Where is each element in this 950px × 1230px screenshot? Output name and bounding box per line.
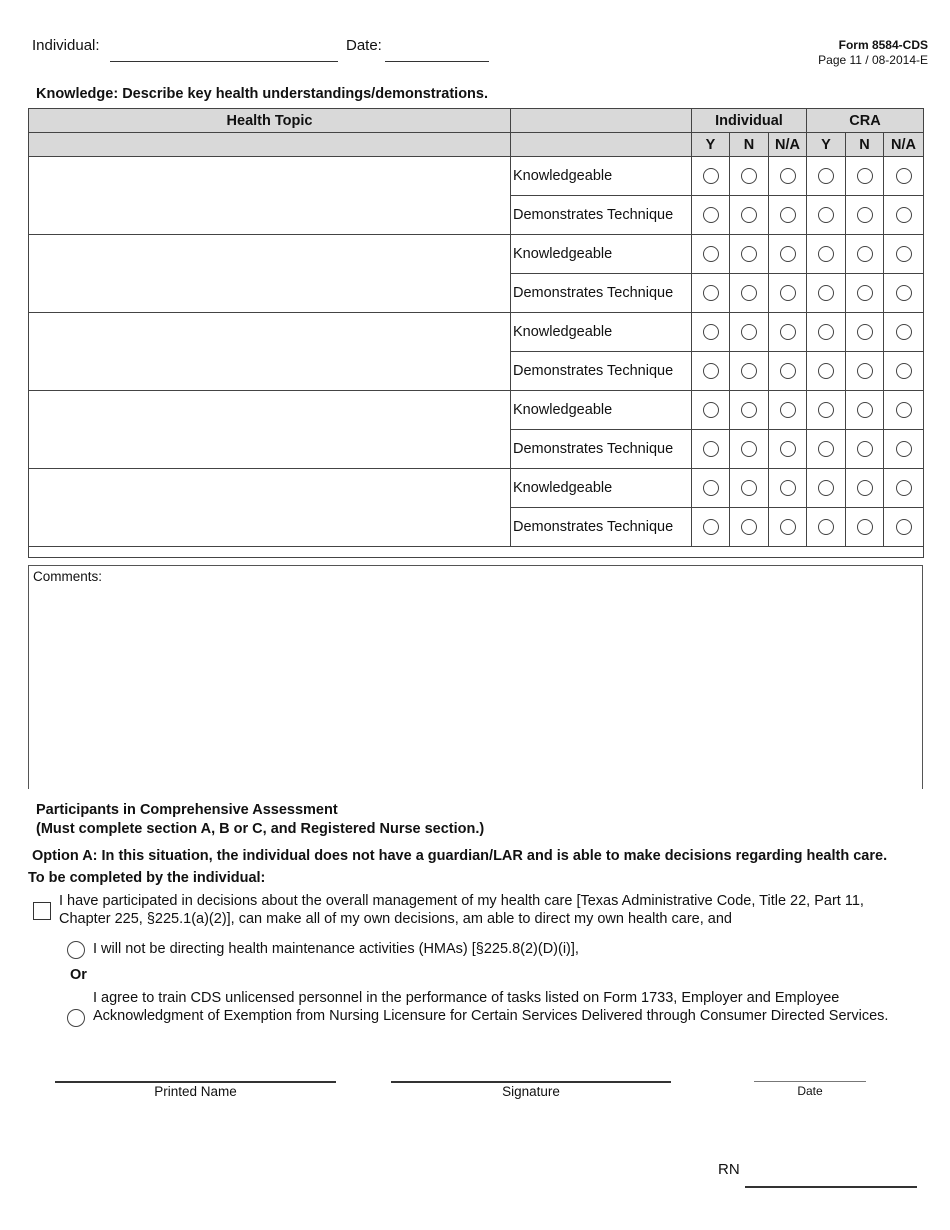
cra-n-cell bbox=[846, 508, 884, 547]
individual-y-cell bbox=[692, 313, 730, 352]
individual-na-cell bbox=[769, 352, 807, 391]
cra-n-cell bbox=[846, 469, 884, 508]
signature-line[interactable] bbox=[391, 1081, 671, 1083]
cra-na-radio[interactable] bbox=[896, 519, 912, 535]
cra-y-cell bbox=[807, 235, 846, 274]
date-label: Date: bbox=[346, 37, 382, 54]
cra-y-cell bbox=[807, 469, 846, 508]
health-topic-field[interactable] bbox=[29, 313, 511, 391]
cra-n-cell bbox=[846, 196, 884, 235]
individual-y-cell bbox=[692, 157, 730, 196]
table-row bbox=[29, 313, 924, 352]
individual-n-cell bbox=[730, 352, 769, 391]
cra-y-radio[interactable] bbox=[818, 246, 834, 262]
individual-n-cell bbox=[730, 391, 769, 430]
individual-n-radio[interactable] bbox=[741, 363, 757, 379]
individual-y-radio[interactable] bbox=[703, 363, 719, 379]
cra-y-radio[interactable] bbox=[818, 207, 834, 223]
cra-y-radio[interactable] bbox=[818, 168, 834, 184]
cra-n-cell bbox=[846, 274, 884, 313]
page-info: Page 11 / 08-2014-E bbox=[818, 53, 928, 67]
cra-y-cell bbox=[807, 157, 846, 196]
cra-n-cell bbox=[846, 235, 884, 274]
individual-n-cell bbox=[730, 274, 769, 313]
table-row bbox=[29, 235, 924, 274]
individual-n-radio[interactable] bbox=[741, 207, 757, 223]
cra-na-cell bbox=[884, 469, 924, 508]
table-spacer bbox=[29, 547, 924, 558]
cra-na-radio[interactable] bbox=[896, 480, 912, 496]
individual-n-cell bbox=[730, 313, 769, 352]
cra-na-radio[interactable] bbox=[896, 402, 912, 418]
individual-y-radio[interactable] bbox=[703, 402, 719, 418]
individual-y-radio[interactable] bbox=[703, 441, 719, 457]
individual-n-radio[interactable] bbox=[741, 285, 757, 301]
cra-y-header: Y bbox=[807, 133, 846, 157]
cra-y-radio[interactable] bbox=[818, 519, 834, 535]
criteria-label: Knowledgeable bbox=[511, 469, 692, 508]
individual-n-radio[interactable] bbox=[741, 519, 757, 535]
individual-na-radio[interactable] bbox=[780, 480, 796, 496]
cra-n-cell bbox=[846, 352, 884, 391]
cra-y-radio[interactable] bbox=[818, 441, 834, 457]
individual-na-radio[interactable] bbox=[780, 207, 796, 223]
individual-na-cell bbox=[769, 469, 807, 508]
option-a-heading: Option A: In this situation, the individual does not have a guardian/LAR and is able to make decisions regarding health care. bbox=[32, 848, 888, 864]
individual-n-cell bbox=[730, 430, 769, 469]
cra-y-radio[interactable] bbox=[818, 324, 834, 340]
printed-name-label: Printed Name bbox=[154, 1084, 237, 1099]
rn-label: RN bbox=[718, 1161, 740, 1178]
individual-na-cell bbox=[769, 157, 807, 196]
date-field[interactable] bbox=[385, 61, 489, 62]
individual-y-header: Y bbox=[692, 133, 730, 157]
individual-na-cell bbox=[769, 313, 807, 352]
individual-na-cell bbox=[769, 196, 807, 235]
individual-na-cell bbox=[769, 391, 807, 430]
cra-n-cell bbox=[846, 313, 884, 352]
participants-subtitle: (Must complete section A, B or C, and Registered Nurse section.) bbox=[36, 821, 485, 837]
cra-na-cell bbox=[884, 313, 924, 352]
individual-na-radio[interactable] bbox=[780, 324, 796, 340]
cra-na-header: N/A bbox=[884, 133, 924, 157]
individual-y-radio[interactable] bbox=[703, 246, 719, 262]
individual-y-radio[interactable] bbox=[703, 285, 719, 301]
criteria-label: Demonstrates Technique bbox=[511, 196, 692, 235]
criteria-label: Demonstrates Technique bbox=[511, 274, 692, 313]
rn-signature-line[interactable] bbox=[745, 1186, 917, 1188]
individual-n-radio[interactable] bbox=[741, 402, 757, 418]
individual-y-cell bbox=[692, 430, 730, 469]
cra-n-radio[interactable] bbox=[857, 519, 873, 535]
cra-header: CRA bbox=[807, 109, 924, 133]
no-hma-radio[interactable] bbox=[67, 941, 85, 959]
form-number: Form 8584-CDS bbox=[838, 38, 928, 52]
criteria-subheader bbox=[511, 133, 692, 157]
cra-na-radio[interactable] bbox=[896, 441, 912, 457]
cra-y-cell bbox=[807, 508, 846, 547]
sign-date-line[interactable] bbox=[754, 1081, 866, 1082]
criteria-label: Knowledgeable bbox=[511, 391, 692, 430]
cra-na-cell bbox=[884, 391, 924, 430]
cra-n-cell bbox=[846, 391, 884, 430]
cra-n-radio[interactable] bbox=[857, 207, 873, 223]
participants-title: Participants in Comprehensive Assessment bbox=[36, 802, 338, 818]
cra-y-cell bbox=[807, 352, 846, 391]
cra-na-cell bbox=[884, 157, 924, 196]
individual-na-cell bbox=[769, 235, 807, 274]
criteria-label: Demonstrates Technique bbox=[511, 430, 692, 469]
individual-n-header: N bbox=[730, 133, 769, 157]
cra-y-radio[interactable] bbox=[818, 285, 834, 301]
cra-n-radio[interactable] bbox=[857, 324, 873, 340]
individual-y-cell bbox=[692, 391, 730, 430]
individual-na-radio[interactable] bbox=[780, 519, 796, 535]
individual-y-radio[interactable] bbox=[703, 207, 719, 223]
individual-y-radio[interactable] bbox=[703, 480, 719, 496]
criteria-label: Demonstrates Technique bbox=[511, 508, 692, 547]
cra-y-radio[interactable] bbox=[818, 402, 834, 418]
participation-statement: I have participated in decisions about the overall management of my health care [Texas Administrative Code, Title 22, Part 11, Chapter 225, §225.1(a)(2)], can make all of my own decisions, am able to direct my own health care, and bbox=[59, 893, 864, 927]
health-topic-header: Health Topic bbox=[29, 109, 511, 133]
knowledge-table bbox=[28, 108, 924, 558]
individual-y-cell bbox=[692, 469, 730, 508]
printed-name-line[interactable] bbox=[55, 1081, 336, 1083]
cra-n-header: N bbox=[846, 133, 884, 157]
individual-na-cell bbox=[769, 430, 807, 469]
health-topic-field[interactable] bbox=[29, 235, 511, 313]
individual-y-cell bbox=[692, 352, 730, 391]
health-topic-subheader bbox=[29, 133, 511, 157]
cra-y-cell bbox=[807, 196, 846, 235]
individual-field[interactable] bbox=[110, 61, 338, 62]
cra-n-radio[interactable] bbox=[857, 402, 873, 418]
cra-na-radio[interactable] bbox=[896, 363, 912, 379]
form-identifier bbox=[818, 38, 928, 68]
individual-n-radio[interactable] bbox=[741, 480, 757, 496]
participation-checkbox[interactable] bbox=[33, 902, 51, 920]
individual-y-radio[interactable] bbox=[703, 519, 719, 535]
comments-box[interactable] bbox=[28, 565, 923, 789]
criteria-label: Knowledgeable bbox=[511, 313, 692, 352]
table-row bbox=[29, 391, 924, 430]
individual-y-cell bbox=[692, 196, 730, 235]
cra-y-radio[interactable] bbox=[818, 480, 834, 496]
cra-na-cell bbox=[884, 196, 924, 235]
individual-na-cell bbox=[769, 274, 807, 313]
individual-n-radio[interactable] bbox=[741, 246, 757, 262]
cra-y-radio[interactable] bbox=[818, 363, 834, 379]
cra-na-radio[interactable] bbox=[896, 324, 912, 340]
individual-n-cell bbox=[730, 235, 769, 274]
individual-header: Individual bbox=[692, 109, 807, 133]
individual-y-cell bbox=[692, 508, 730, 547]
cra-y-cell bbox=[807, 313, 846, 352]
individual-na-radio[interactable] bbox=[780, 246, 796, 262]
individual-n-radio[interactable] bbox=[741, 324, 757, 340]
train-personnel-radio[interactable] bbox=[67, 1009, 85, 1027]
health-topic-field[interactable] bbox=[29, 469, 511, 547]
sign-date-label: Date bbox=[797, 1084, 823, 1098]
individual-n-radio[interactable] bbox=[741, 441, 757, 457]
comments-label: Comments: bbox=[33, 569, 103, 584]
individual-na-radio[interactable] bbox=[780, 363, 796, 379]
individual-label: Individual: bbox=[32, 37, 100, 54]
table-row bbox=[29, 469, 924, 508]
individual-n-cell bbox=[730, 157, 769, 196]
individual-y-cell bbox=[692, 274, 730, 313]
signature-label: Signature bbox=[502, 1084, 560, 1099]
individual-na-radio[interactable] bbox=[780, 402, 796, 418]
cra-n-radio[interactable] bbox=[857, 168, 873, 184]
health-topic-field[interactable] bbox=[29, 157, 511, 235]
individual-y-cell bbox=[692, 235, 730, 274]
individual-y-radio[interactable] bbox=[703, 168, 719, 184]
individual-na-header: N/A bbox=[769, 133, 807, 157]
individual-na-radio[interactable] bbox=[780, 285, 796, 301]
completed-by-label: To be completed by the individual: bbox=[28, 870, 266, 886]
cra-n-cell bbox=[846, 157, 884, 196]
individual-n-cell bbox=[730, 196, 769, 235]
cra-na-cell bbox=[884, 274, 924, 313]
criteria-label: Knowledgeable bbox=[511, 157, 692, 196]
knowledge-title: Knowledge: Describe key health understandings/demonstrations. bbox=[36, 86, 489, 102]
cra-n-radio[interactable] bbox=[857, 285, 873, 301]
cra-n-radio[interactable] bbox=[857, 441, 873, 457]
cra-na-radio[interactable] bbox=[896, 246, 912, 262]
individual-n-cell bbox=[730, 469, 769, 508]
cra-n-radio[interactable] bbox=[857, 480, 873, 496]
individual-y-radio[interactable] bbox=[703, 324, 719, 340]
criteria-label: Demonstrates Technique bbox=[511, 352, 692, 391]
cra-na-radio[interactable] bbox=[896, 207, 912, 223]
individual-n-radio[interactable] bbox=[741, 168, 757, 184]
cra-na-radio[interactable] bbox=[896, 168, 912, 184]
cra-na-cell bbox=[884, 508, 924, 547]
or-label: Or bbox=[70, 967, 87, 983]
cra-na-cell bbox=[884, 430, 924, 469]
individual-na-radio[interactable] bbox=[780, 441, 796, 457]
cra-na-cell bbox=[884, 352, 924, 391]
health-topic-field[interactable] bbox=[29, 391, 511, 469]
cra-na-radio[interactable] bbox=[896, 285, 912, 301]
cra-na-cell bbox=[884, 235, 924, 274]
criteria-label: Knowledgeable bbox=[511, 235, 692, 274]
no-hma-text: I will not be directing health maintenance activities (HMAs) [§225.8(2)(D)(i)], bbox=[93, 941, 579, 957]
cra-n-cell bbox=[846, 430, 884, 469]
individual-na-cell bbox=[769, 508, 807, 547]
cra-y-cell bbox=[807, 391, 846, 430]
cra-y-cell bbox=[807, 430, 846, 469]
table-row bbox=[29, 157, 924, 196]
individual-na-radio[interactable] bbox=[780, 168, 796, 184]
criteria-header bbox=[511, 109, 692, 133]
cra-n-radio[interactable] bbox=[857, 363, 873, 379]
cra-n-radio[interactable] bbox=[857, 246, 873, 262]
train-personnel-text: I agree to train CDS unlicensed personnel in the performance of tasks listed on Form 1733, Employer and Employee Acknowledgment of Exemption from Nursing Licensure for Certain Services Delivered through Consumer Directed Services. bbox=[93, 990, 889, 1024]
individual-n-cell bbox=[730, 508, 769, 547]
cra-y-cell bbox=[807, 274, 846, 313]
